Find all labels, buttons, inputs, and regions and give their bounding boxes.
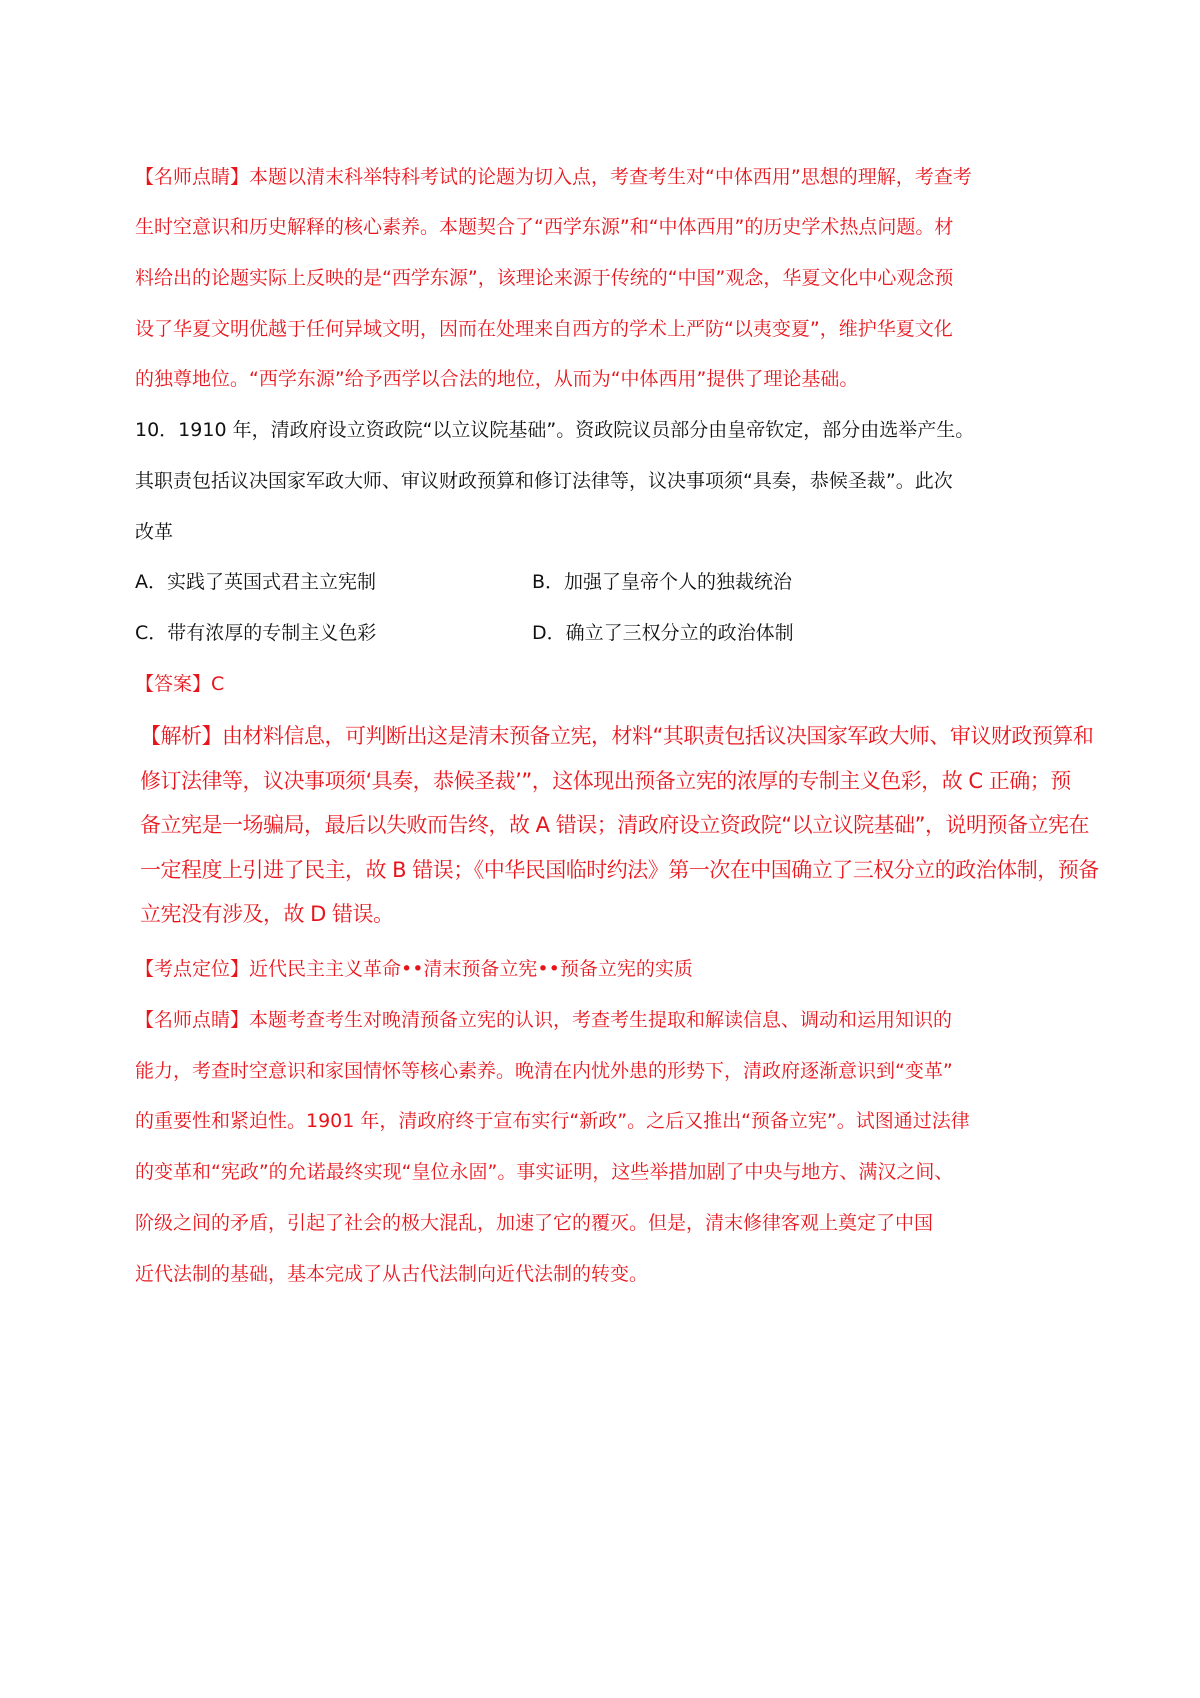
comment2-line: 的重要性和紧迫性。1901 年，清政府终于宣布实行“新政”。之后又推出“预备立宪”。试图通过法律 [135,1110,970,1132]
comment2-line: 的变革和“宪政”的允诺最终实现“皇位永固”。事实证明，这些举措加剧了中央与地方、满汉之间、 [135,1161,954,1183]
comment1-line: 的独尊地位。“西学东源”给予西学以合法的地位，从而为“中体西用”提供了理论基础。 [135,368,859,390]
answer: 【答案】C [135,673,225,695]
question-stem-line: 改革 [135,521,174,543]
analysis-line: 立宪没有涉及，故 D 错误。 [140,902,394,926]
analysis-line: 一定程度上引进了民主，故 B 错误；《中华民国临时约法》第一次在中国确立了三权分立的政治体制，预备 [140,858,1099,882]
option-d: D．确立了三权分立的政治体制 [532,622,794,644]
comment1-line: 设了华夏文明优越于任何异域文明，因而在处理来自西方的学术上严防“以夷变夏”，维护华夏文化 [135,318,953,340]
kaodian: 【考点定位】近代民主主义革命••清末预备立宪••预备立宪的实质 [135,958,693,980]
question-stem-line: 其职责包括议决国家军政大师、审议财政预算和修订法律等，议决事项须“具奏，恭候圣裁”。此次 [135,470,953,492]
comment1-line: 料给出的论题实际上反映的是“西学东源”，该理论来源于传统的“中国”观念，华夏文化中心观念预 [135,267,954,289]
comment1-line: 生时空意识和历史解释的核心素养。本题契合了“西学东源”和“中体西用”的历史学术热点问题。材 [135,216,954,238]
comment2-line: 阶级之间的矛盾，引起了社会的极大混乱，加速了它的覆灭。但是，清末修律客观上奠定了中国 [135,1212,934,1234]
comment2-line: 【名师点睛】本题考查考生对晚清预备立宪的认识，考查考生提取和解读信息、调动和运用知识的 [135,1009,953,1031]
option-c: C．带有浓厚的专制主义色彩 [135,622,377,644]
comment2-line: 近代法制的基础，基本完成了从古代法制向近代法制的转变。 [135,1263,649,1285]
option-b: B．加强了皇帝个人的独裁统治 [532,571,793,593]
comment2-line: 能力，考查时空意识和家国情怀等核心素养。晚清在内忧外患的形势下，清政府逐渐意识到“变革” [135,1060,953,1082]
analysis-line: 备立宪是一场骗局，最后以失败而告终，故 A 错误；清政府设立资政院“以立议院基础”，说明预备立宪在 [140,813,1089,837]
analysis-line: 【解析】由材料信息，可判断出这是清末预备立宪，材料“其职责包括议决国家军政大师、审议财政预算和 [140,724,1094,748]
comment1-line: 【名师点睛】本题以清末科举特科考试的论题为切入点，考查考生对“中体西用”思想的理解，考查考 [135,166,972,188]
option-a: A．实践了英国式君主立宪制 [135,571,376,593]
question-stem-line: 10．1910 年，清政府设立资政院“以立议院基础”。资政院议员部分由皇帝钦定，部分由选举产生。 [135,419,975,441]
analysis-line: 修订法律等，议决事项须‘具奏，恭候圣裁’”，这体现出预备立宪的浓厚的专制主义色彩，故 C 正确；预 [140,769,1071,793]
